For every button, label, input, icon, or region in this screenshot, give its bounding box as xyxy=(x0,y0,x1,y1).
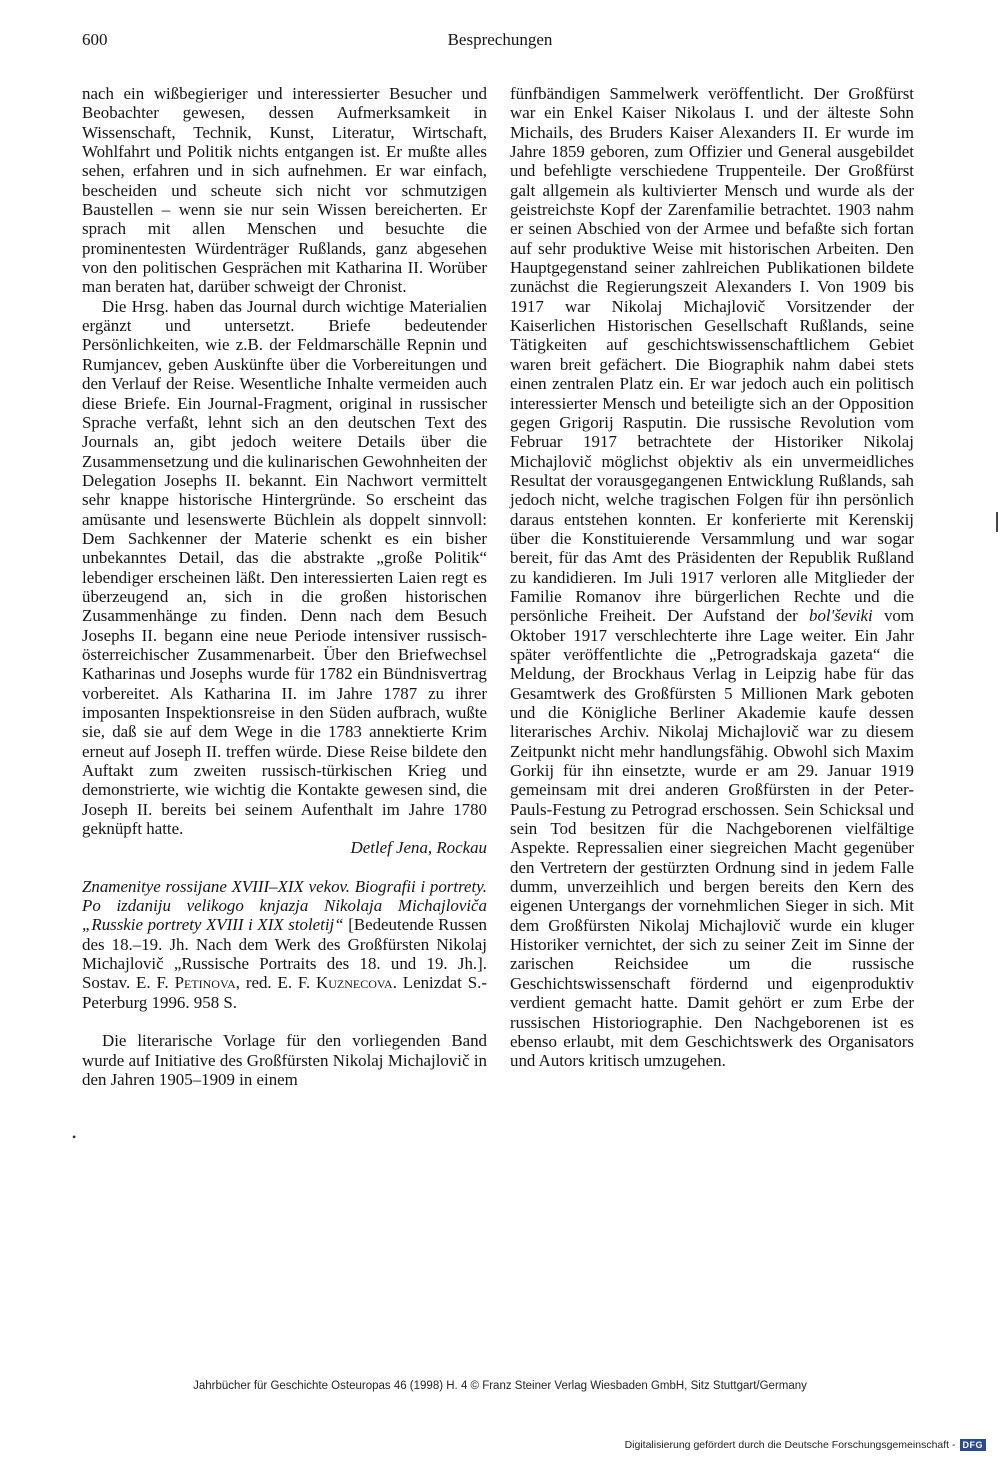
citation-text: [Bedeutende Russen des 18.–19. Jh. Nach dem Werk des Großfürsten Nikolaj Michajlovič „Russische Portraits des 18. und 19. Jh.]. Sostav. E. F. xyxy=(82,915,487,993)
margin-mark xyxy=(996,512,998,532)
citation-title: Znamenitye rossijane XVIII–XIX vekov. Biografii i portrety. Po izdaniju velikogo knjazja Nikolaja Michajloviča „Russkie portrety XVIII i XIX stoletij“ xyxy=(82,876,487,935)
paragraph-text: vom Oktober 1917 verschlechterte ihre Lage weiter. Ein Jahr später veröffentlichte die „Petrogradskaja gazeta“ die Meldung, der Brockhaus Verlag in Leipzig habe für das Gesamtwerk des Großfürsten 5 Millionen Mark geboten und die Königliche Berliner Akademie kaufe dessen literarisches Archiv. Nikolaj Michajlovič war zu diesem Zeitpunkt nicht mehr handlungsfähig. Obwohl sich Maxim Gorkij für ihn einsetzte, wurde er am 29. Januar 1919 gemeinsam mit drei anderen Großfürsten in der Peter-Pauls-Festung zu Petrograd erschossen. Sein Schicksal und sein Tod besitzen für die Nachgeborenen vielfältige Aspekte. Repressalien einer siegreichen Macht gegenüber den Vertretern der gestürzten Ordnung sind in jedem Falle dumm, unverzeihlich und bergen bereits den Kern des eigenen Untergangs der vornehmlichen Sieger in sich. Mit dem Großfürsten Nikolaj Michajlovič wurde ein kluger Historiker vernichtet, der sich zu seiner Zeit im Sinne der zarischen Reichsidee um die russische Geschichtswissenschaft fördernd und eigenproduktiv verdient gemacht hatte. Damit gehört er zum Erbe der russischen Historiographie. Den Nachgeborenen ist es ebenso erlaubt, mit dem Geschichtswerk des Organisators und Autors kritisch umzugehen. xyxy=(510,606,914,1071)
dfg-logo: DFG xyxy=(960,1439,987,1451)
left-column xyxy=(82,84,487,1089)
margin-dot: • xyxy=(72,1130,77,1144)
paragraph xyxy=(510,84,914,1071)
paragraph-text: fünfbändigen Sammelwerk veröffentlicht. Der Großfürst war ein Enkel Kaiser Nikolaus I. und der älteste Sohn Michails, des Bruders Kaiser Alexanders II. Er wurde im Jahre 1859 geboren, zum Offizier und General ausgebildet und befehligte verschiedene Truppenteile. Der Großfürst galt allgemein als kultivierter Mensch und wurde als der geistreichste Kopf der Zarenfamilie betrachtet. 1903 nahm er seinen Abschied von der Armee und befaßte sich fortan auf sehr produktive Weise mit historischen Arbeiten. Den Hauptgegenstand seiner zahlreichen Publikationen bildete zunächst die Regierungszeit Alexanders I. Von 1909 bis 1917 war Nikolaj Michajlovič Vorsitzender der Kaiserlichen Historischen Gesellschaft Rußlands, seine Tätigkeiten auf geschichtswissenschaftlichem Gebiet waren breit gefächert. Die Biographik nahm dabei stets einen zentralen Platz ein. Er war jedoch auch ein politisch interessierter Mensch und beteiligte sich an der Opposition gegen Grigorij Rasputin. Die russische Revolution vom Februar 1917 betrachtete der Historiker Nikolaj Michajlovič möglichst objektiv als ein unvermeidliches Resultat der vorausgegangenen Entwicklung Rußlands, sah jedoch nicht, welche tragischen Folgen für ihn persönlich daraus entstehen konnten. Er konferierte mit Kerenskij über die Konstituierende Versammlung und war sogar bereit, für das Amt des Präsidenten der Republik Rußland zu kandidieren. Im Juli 1917 verloren alle Mitglieder der Familie Romanov ihre bürgerlichen Rechte und die persönliche Freiheit. Der Aufstand der xyxy=(510,84,914,626)
page-number: 600 xyxy=(82,30,108,49)
page-header xyxy=(82,30,918,56)
italic-term: bol'ševiki xyxy=(809,606,873,626)
digitization-text: Digitalisierung gefördert durch die Deutsche Forschungsgemeinschaft - xyxy=(624,1439,956,1451)
book-citation xyxy=(82,877,487,1012)
editor-name: Kuznecova xyxy=(316,973,393,993)
citation-text: , red. E. F. xyxy=(235,973,317,993)
paragraph: Die Hrsg. haben das Journal durch wichtige Materialien ergänzt und untersetzt. Briefe bedeutender Persönlichkeiten, wie z.B. der Feldmarschälle Repnin und Rumjancev, geben Auskünfte über die Vorbereitungen und den Verlauf der Reise. Wesentliche Inhalte vermeiden auch diese Briefe. Ein Journal-Fragment, original in russischer Sprache verfaßt, lehnt sich an den deutschen Text des Journals an, gibt jedoch weitere Details über die Zusammensetzung und die kulinarischen Gewohnheiten der Delegation Josephs II. bekannt. Ein Nachwort vermittelt sehr knappe historische Hintergründe. So erscheint das amüsante und lesenswerte Büchlein als doppelt sinnvoll: Dem Sachkenner der Materie schenkt es ein bisher unbekanntes Detail, das die abstrakte „große Politik“ lebendiger erscheinen läßt. Den interessierten Laien regt es überzeugend an, sich in die großen historischen Zusammenhänge zu finden. Denn nach dem Besuch Josephs II. begann eine neue Periode intensiver russisch-österreichischer Zusammenarbeit. Über den Briefwechsel Katharinas und Josephs wurde für 1782 ein Bündnisvertrag vorbereitet. Als Katharina II. im Jahre 1787 zu ihrer imposanten Inspektionsreise in den Süden aufbrach, wußte sie, daß sie auf dem Wege in die 1783 annektierte Krim erneut auf Joseph II. treffen würde. Diese Reise bildete den Auftakt zum zweiten russisch-türkischen Krieg und demonstrierte, wie wichtig die Kontakte gewesen sind, die Joseph II. bereits bei seinem Aufenthalt im Jahre 1780 geknüpft hatte. xyxy=(82,296,487,839)
paragraph: Die literarische Vorlage für den vorliegenden Band wurde auf Initiative des Großfürsten Nikolaj Michajlovič in den Jahren 1905–1909 in einem xyxy=(82,1031,487,1089)
running-head: Besprechungen xyxy=(447,30,553,49)
paragraph: nach ein wißbegieriger und interessierter Besucher und Beobachter gewesen, dessen Aufmerksamkeit in Wissenschaft, Technik, Kunst, Literatur, Wirtschaft, Wohlfahrt und Politik nichts entgangen ist. Er mußte alles sehen, erfahren und in sich aufnehmen. Er war einfach, bescheiden und scheute sich nicht vor schmutzigen Baustellen – wenn sie nur sein Wissen bereicherten. Er sprach mit allen Menschen und besuchte die prominentesten Würdenträger Rußlands, ganz abgesehen von den politischen Gesprächen mit Katharina II. Worüber man beraten hat, darüber schweigt der Chronist. xyxy=(82,84,487,297)
journal-footer: Jahrbücher für Geschichte Osteuropas 46 (1998) H. 4 © Franz Steiner Verlag Wiesbaden GmbH, Sitz Stuttgart/Germany xyxy=(193,1380,807,1392)
review-signature: Detlef Jena, Rockau xyxy=(350,838,487,858)
citation-text: . Lenizdat S.-Peterburg 1996. 958 S. xyxy=(82,973,487,1012)
editor-name: Petinova xyxy=(174,973,236,993)
right-column xyxy=(510,84,914,1071)
digitization-notice xyxy=(625,1439,986,1451)
